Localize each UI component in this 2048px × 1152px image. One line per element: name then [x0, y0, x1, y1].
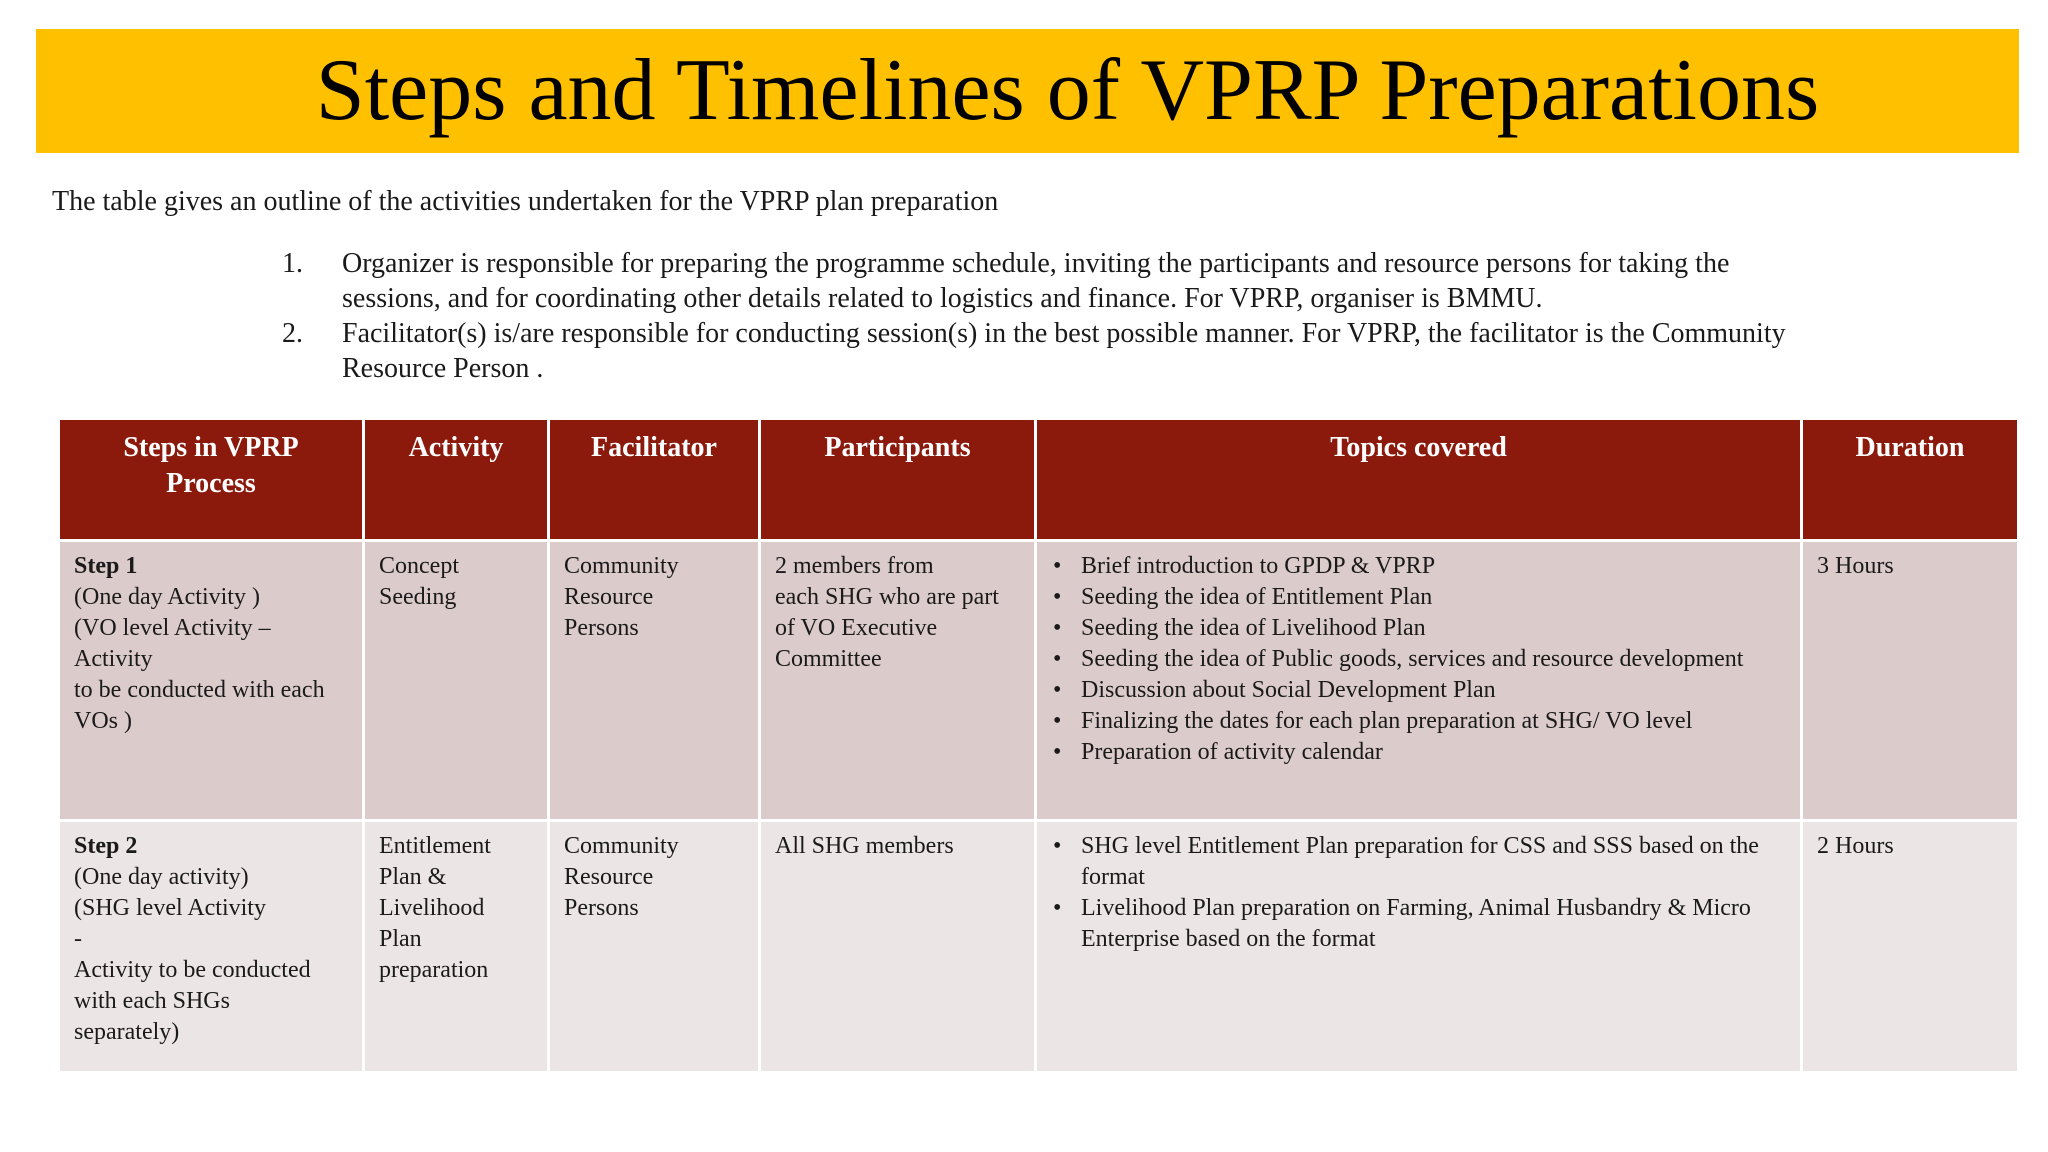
step-line: -: [74, 926, 82, 952]
facilitator-line: Persons: [564, 615, 639, 641]
table-header-row: [59, 419, 2019, 541]
steps-table: [57, 417, 2020, 1074]
step-line: with each SHGs: [74, 988, 230, 1014]
participants-line: Committee: [775, 646, 882, 672]
notes-list: [268, 246, 1828, 386]
participants-line: 2 members from: [775, 553, 934, 579]
topic-item: • Brief introduction to GPDP & VPRP: [1051, 551, 1786, 582]
activity-cell: [364, 541, 549, 821]
topic-item: • Finalizing the dates for each plan preparation at SHG/ VO level: [1051, 706, 1786, 737]
facilitator-line: Community: [564, 833, 679, 859]
header-steps: [59, 419, 364, 541]
activity-line: Livelihood: [379, 895, 485, 921]
step-line: (VO level Activity –: [74, 615, 271, 641]
participants-cell: [760, 821, 1036, 1073]
step-line: to be conducted with each: [74, 677, 325, 703]
table-row: [59, 821, 2019, 1073]
note-number: 1.: [282, 248, 303, 279]
page-title: Steps and Timelines of VPRP Preparations: [315, 42, 1820, 139]
activity-line: Seeding: [379, 584, 457, 610]
topics-list: [1051, 551, 1786, 768]
step-line: VOs ): [74, 708, 132, 734]
facilitator-line: Resource: [564, 584, 654, 610]
step-line: (One day Activity ): [74, 584, 260, 610]
header-duration: Duration: [1802, 419, 2019, 541]
topic-item: • Seeding the idea of Entitlement Plan: [1051, 582, 1786, 613]
participants-line: All SHG members: [775, 833, 954, 859]
step-line: Activity: [74, 646, 153, 672]
facilitator-cell: [549, 541, 760, 821]
topic-item: • SHG level Entitlement Plan preparation for CSS and SSS based on the format: [1051, 831, 1786, 893]
topic-item: • Seeding the idea of Livelihood Plan: [1051, 613, 1786, 644]
facilitator-line: Community: [564, 553, 679, 579]
participants-cell: [760, 541, 1036, 821]
step-cell: [59, 821, 364, 1073]
step-line: (SHG level Activity: [74, 895, 266, 921]
header-participants: Participants: [760, 419, 1036, 541]
note-text: Facilitator(s) is/are responsible for conducting session(s) in the best possible manner. For VPRP, the facilitator is the Community Resource Person .: [342, 318, 1786, 384]
table-row: [59, 541, 2019, 821]
title-banner: [36, 29, 2019, 153]
topic-item: • Discussion about Social Development Plan: [1051, 675, 1786, 706]
topic-item: • Seeding the idea of Public goods, services and resource development: [1051, 644, 1786, 675]
activity-line: Plan &: [379, 864, 447, 890]
step-label: Step 1: [74, 553, 138, 579]
activity-line: Concept: [379, 553, 459, 579]
step-cell: [59, 541, 364, 821]
participants-line: of VO Executive: [775, 615, 938, 641]
activity-line: preparation: [379, 957, 489, 983]
facilitator-line: Resource: [564, 864, 654, 890]
facilitator-line: Persons: [564, 895, 639, 921]
activity-line: Plan: [379, 926, 422, 952]
header-steps-line: Steps in VPRP: [123, 432, 299, 463]
step-line: (One day activity): [74, 864, 249, 890]
topic-item: • Preparation of activity calendar: [1051, 737, 1786, 768]
note-item: [268, 246, 1828, 316]
duration-cell: 3 Hours: [1802, 541, 2019, 821]
facilitator-cell: [549, 821, 760, 1073]
activity-line: Entitlement: [379, 833, 491, 859]
topics-cell: [1036, 821, 1802, 1073]
header-steps-line: Process: [166, 468, 256, 499]
step-line: Activity to be conducted: [74, 957, 311, 983]
topics-cell: [1036, 541, 1802, 821]
header-topics: Topics covered: [1036, 419, 1802, 541]
topics-list: [1051, 831, 1786, 955]
note-item: [268, 316, 1828, 386]
participants-line: each SHG who are part: [775, 584, 999, 610]
header-facilitator: Facilitator: [549, 419, 760, 541]
duration-cell: 2 Hours: [1802, 821, 2019, 1073]
activity-cell: [364, 821, 549, 1073]
note-text: Organizer is responsible for preparing the programme schedule, inviting the participants and resource persons for taking the sessions, and for coordinating other details related to logistics and finance. For VPRP, organiser is BMMU.: [342, 248, 1730, 314]
step-label: Step 2: [74, 833, 138, 859]
topic-item: • Livelihood Plan preparation on Farming, Animal Husbandry & Micro Enterprise based on the format: [1051, 893, 1786, 955]
note-number: 2.: [282, 318, 303, 349]
step-line: separately): [74, 1019, 180, 1045]
intro-text: The table gives an outline of the activities undertaken for the VPRP plan preparation: [52, 186, 999, 217]
header-activity: Activity: [364, 419, 549, 541]
